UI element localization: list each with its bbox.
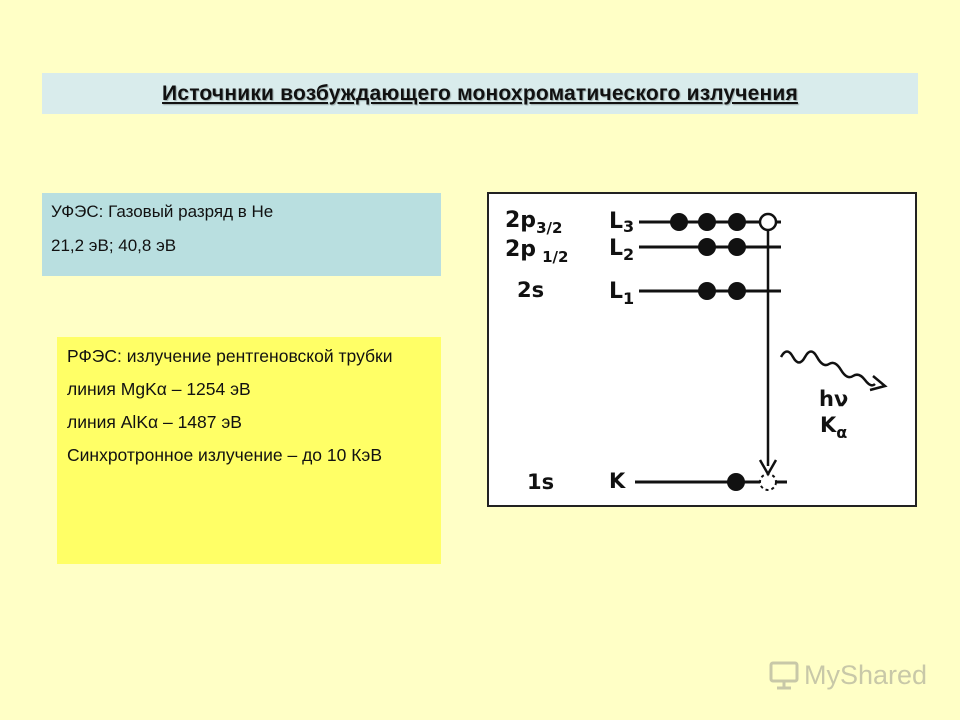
- presentation-icon: [768, 659, 800, 691]
- mg-line: линия MgKα – 1254 эВ: [67, 379, 251, 399]
- k-alpha-label: $K_\alpha$: [820, 413, 848, 442]
- watermark-text: MyShared: [804, 659, 928, 690]
- electron-l2-1: [698, 238, 716, 256]
- xps-source-box: [57, 337, 441, 564]
- electron-l1-1: [698, 282, 716, 300]
- electron-l1-2: [728, 282, 746, 300]
- ups-source-box: [42, 193, 441, 276]
- electron-l3-1: [670, 213, 688, 231]
- energy-level-diagram: [487, 192, 917, 507]
- level-l1-label: $L_1$: [609, 279, 635, 308]
- electron-l2-2: [728, 238, 746, 256]
- title-banner: [42, 73, 918, 114]
- level-l3-label: L3: [609, 209, 635, 236]
- level-k-label: K: [609, 469, 626, 493]
- electron-l3-2: [698, 213, 716, 231]
- level-l2-label: $L_2$: [609, 236, 635, 264]
- energy-level-svg: [489, 194, 915, 505]
- vacancy-l3: [760, 214, 776, 230]
- photon-label: hν: [819, 387, 849, 411]
- orbital-2s-label: 2s: [517, 278, 545, 302]
- electron-l3-3: [728, 213, 746, 231]
- ups-energies-line: 21,2 эВ; 40,8 эВ: [51, 236, 177, 255]
- al-line: линия AlKα – 1487 эВ: [67, 412, 242, 432]
- orbital-1s-label: 1s: [527, 470, 555, 494]
- synchrotron-line: Синхротронное излучение – до 10 КэВ: [67, 445, 383, 465]
- ups-source-line: УФЭС: Газовый разряд в He: [51, 202, 274, 221]
- watermark: [768, 655, 928, 695]
- electron-k-1: [727, 473, 745, 491]
- photon-arrowhead-icon: [870, 376, 885, 390]
- photon-wave-icon: [781, 352, 875, 386]
- xps-source-line: РФЭС: излучение рентгеновской трубки: [67, 346, 393, 366]
- orbital-2p32-label: $2p_{3/2}$: [505, 208, 563, 237]
- orbital-2p12-label: 2p $_{1/2}$: [505, 237, 569, 266]
- page-title: Источники возбуждающего монохроматического излучения: [162, 81, 798, 105]
